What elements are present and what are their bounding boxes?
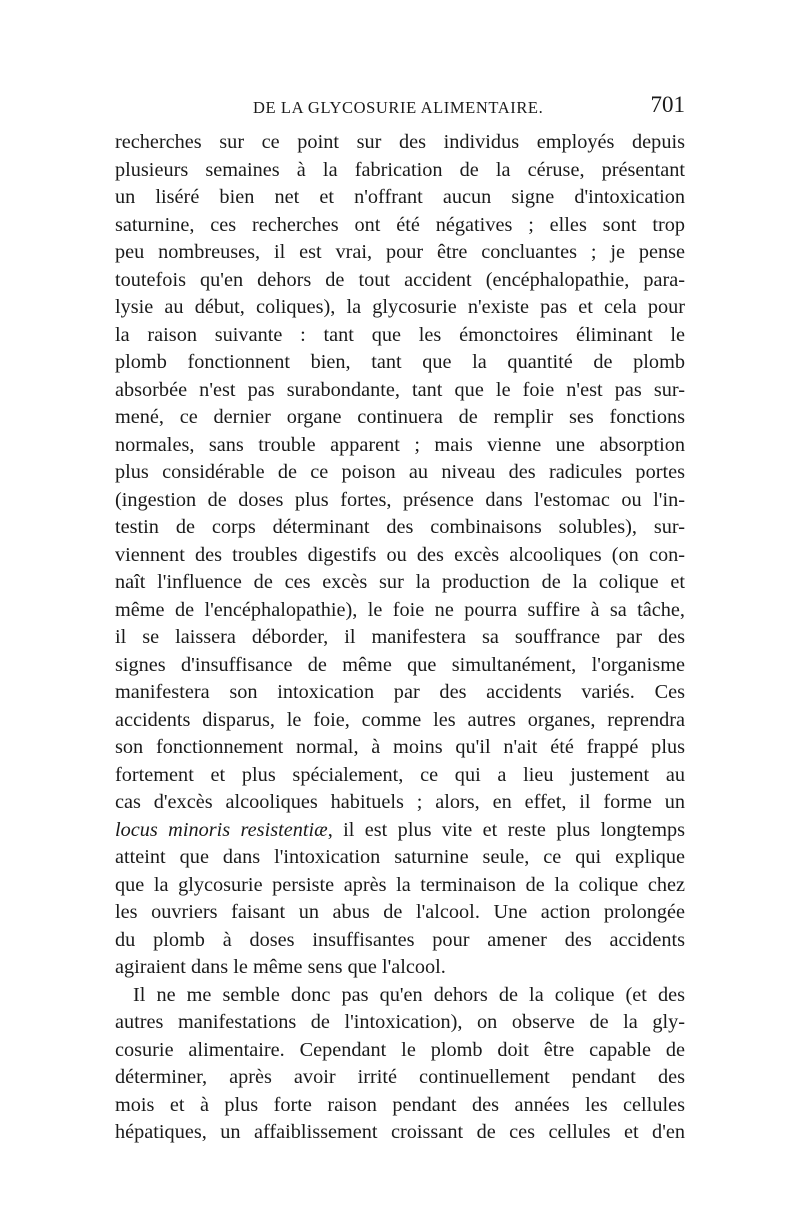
text-line: autres manifestations de l'intoxication), on observe de la gly- — [115, 1011, 685, 1033]
text-line: hépatiques, un affaiblissement croissant de ces cellules et d'en — [115, 1121, 685, 1143]
paragraph-1 — [115, 129, 685, 982]
text-line: plusieurs semaines à la fabrication de la céruse, présentant — [115, 158, 685, 181]
text-line: signes d'insuffisance de même que simultanément, l'organisme — [115, 653, 685, 676]
text-line: même de l'encéphalopathie), le foie ne pourra suffire à sa tâche, — [115, 598, 685, 621]
text-line: peu nombreuses, il est vrai, pour être concluantes ; je pense — [115, 241, 685, 263]
text-line: du plomb à doses insuffisantes pour amener des accidents — [115, 928, 685, 951]
text-line: que la glycosurie persiste après la terminaison de la colique chez — [115, 873, 685, 896]
text-line: plus considérable de ce poison au niveau des radicules portes — [115, 461, 685, 483]
text-line: toutefois qu'en dehors de tout accident (encéphalopathie, para- — [115, 268, 685, 291]
latin-phrase: locus minoris resistentiæ — [115, 818, 328, 841]
text-line: cas d'excès alcooliques habituels ; alors, en effet, il forme un — [115, 791, 685, 813]
text-line: accidents disparus, le foie, comme les autres organes, reprendra — [115, 708, 685, 731]
text-line: fortement et plus spécialement, ce qui a lieu justement au — [115, 763, 685, 786]
text-line: manifestera son intoxication par des accidents variés. Ces — [115, 681, 685, 703]
text-line: mené, ce dernier organe continuera de remplir ses fonctions — [115, 406, 685, 428]
text-line: lysie au début, coliques), la glycosurie n'existe pas et cela pour — [115, 296, 685, 318]
text-line: atteint que dans l'intoxication saturnine seule, ce qui explique — [115, 846, 685, 868]
page-number: 701 — [650, 92, 685, 117]
text-line-rest: , il est plus vite et reste plus longtemps — [327, 818, 685, 841]
text-line: agiraient dans le même sens que l'alcool. — [115, 956, 446, 978]
running-header — [115, 92, 685, 122]
paragraph-2 — [115, 982, 685, 1147]
text-line: il se laissera déborder, il manifestera sa souffrance par des — [115, 626, 685, 648]
text-line: naît l'influence de ces excès sur la production de la colique et — [115, 571, 685, 593]
text-line: (ingestion de doses plus fortes, présence dans l'estomac ou l'in- — [115, 488, 685, 511]
text-line: les ouvriers faisant un abus de l'alcool. Une action prolongée — [115, 901, 685, 923]
running-title: DE LA GLYCOSURIE ALIMENTAIRE. — [253, 98, 544, 117]
text-line: plomb fonctionnent bien, tant que la quantité de plomb — [115, 351, 685, 373]
text-line-italic — [115, 817, 685, 845]
text-line: recherches sur ce point sur des individus employés depuis — [115, 131, 685, 153]
body-text — [115, 129, 685, 1147]
text-line: cosurie alimentaire. Cependant le plomb doit être capable de — [115, 1038, 685, 1061]
text-line: la raison suivante : tant que les émonctoires éliminant le — [115, 323, 685, 346]
text-line: déterminer, après avoir irrité continuellement pendant des — [115, 1066, 685, 1088]
text-line: normales, sans trouble apparent ; mais vienne une absorption — [115, 433, 685, 456]
text-line: saturnine, ces recherches ont été négatives ; elles sont trop — [115, 213, 685, 236]
text-line: absorbée n'est pas surabondante, tant que le foie n'est pas sur- — [115, 378, 685, 401]
text-line: testin de corps déterminant des combinaisons solubles), sur- — [115, 516, 685, 538]
text-line: un liséré bien net et n'offrant aucun signe d'intoxication — [115, 186, 685, 208]
text-line: Il ne me semble donc pas qu'en dehors de la colique (et des — [133, 983, 685, 1006]
text-line: viennent des troubles digestifs ou des excès alcooliques (on con- — [115, 543, 685, 566]
text-line: mois et à plus forte raison pendant des années les cellules — [115, 1093, 685, 1116]
text-line: son fonctionnement normal, à moins qu'il n'ait été frappé plus — [115, 736, 685, 758]
